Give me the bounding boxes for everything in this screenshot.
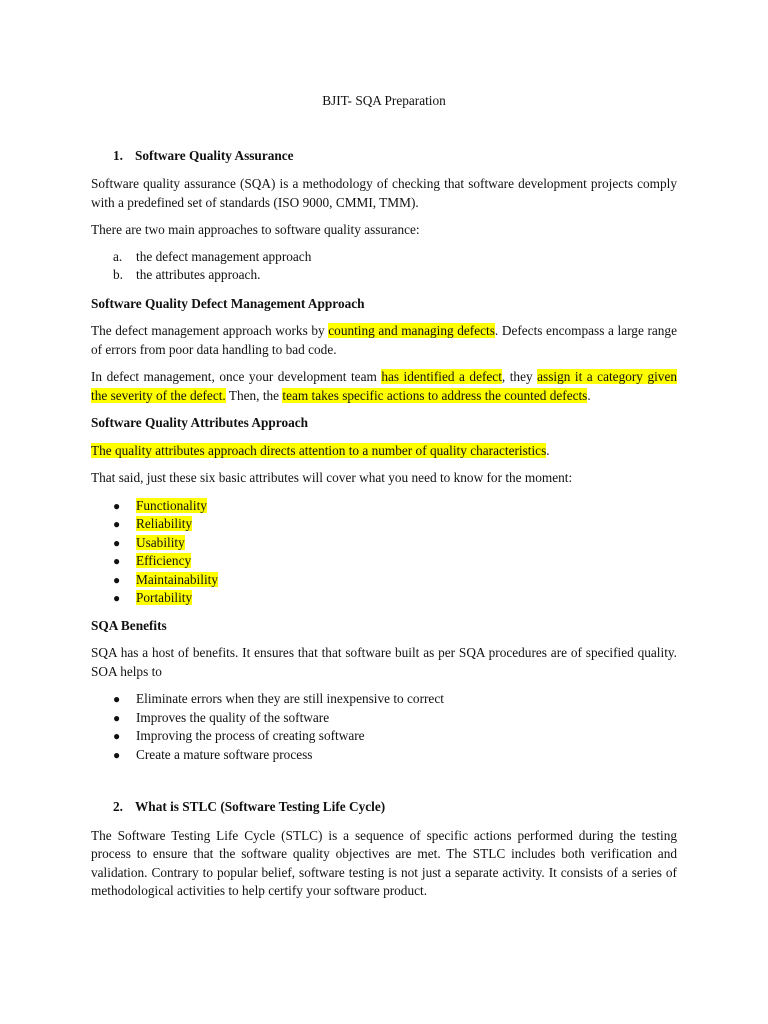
section-2-number: 2. — [113, 799, 123, 814]
list-item — [91, 709, 677, 728]
bullet-icon: ● — [113, 498, 121, 513]
list-marker: a. — [113, 248, 123, 264]
highlighted-text: Efficiency — [136, 553, 192, 568]
section-2-title: What is STLC (Software Testing Life Cycle) — [135, 799, 386, 814]
section-2-heading — [91, 798, 677, 817]
list-item — [91, 266, 677, 285]
list-item — [91, 534, 677, 553]
highlighted-text: Reliability — [136, 516, 193, 531]
attributes-paragraph-2: That said, just these six basic attributes will cover what you need to know for the moment: — [91, 470, 573, 485]
list-item — [91, 727, 677, 746]
list-item — [91, 248, 677, 267]
sqa-benefits-heading: SQA Benefits — [91, 617, 167, 633]
text-run: . — [587, 387, 591, 403]
defect-paragraph-2 — [91, 368, 677, 405]
attributes-list — [91, 497, 677, 608]
bullet-icon: ● — [113, 747, 121, 762]
bullet-icon: ● — [113, 729, 121, 743]
highlighted-text: Portability — [136, 590, 193, 605]
list-item — [91, 552, 677, 571]
attributes-paragraph-1 — [91, 442, 677, 461]
bullet-icon: ● — [113, 692, 121, 706]
list-marker: b. — [113, 267, 123, 282]
list-item-text: Create a mature software process — [136, 746, 313, 762]
stlc-paragraph: The Software Testing Life Cycle (STLC) is a sequence of specific actions performed during the testing process to ensure that the software quality objectives are met. The STLC includes both verification and validation. Contrary to popular belief, software testing is not just a separate activity. It consists of a series of methodological activities to help certify your software product. — [91, 827, 677, 898]
list-item-text: Eliminate errors when they are still inexpensive to correct — [136, 691, 444, 706]
list-item — [91, 497, 677, 516]
document-page — [91, 92, 677, 901]
benefits-paragraph: SQA has a host of benefits. It ensures that that software built as per SQA procedures are of specified quality. SOA helps to — [91, 645, 677, 679]
highlighted-text: Maintainability — [136, 571, 218, 587]
sqa-intro-paragraph: Software quality assurance (SQA) is a methodology of checking that software development projects comply with a predefined set of standards (ISO 9000, CMMI, TMM). — [91, 176, 677, 210]
section-1-number: 1. — [113, 147, 123, 163]
highlighted-text: team takes specific actions to address the counted defects — [282, 387, 588, 403]
section-1-heading — [91, 147, 677, 166]
highlighted-text: Usability — [136, 534, 185, 550]
highlighted-text: The quality attributes approach directs attention to a number of quality characteristics — [91, 442, 547, 458]
text-run: . Defects encompass a large range of errors from poor data handling to bad code. — [91, 323, 677, 357]
benefits-list — [91, 690, 677, 764]
list-item — [91, 690, 677, 709]
text-run: The defect management approach works by — [91, 323, 329, 338]
bullet-icon: ● — [113, 710, 121, 725]
bullet-icon: ● — [113, 572, 121, 587]
list-item-text: Improving the process of creating software — [136, 728, 365, 743]
highlighted-text: has identified a defect — [381, 369, 502, 384]
highlighted-text: assign it a category given the severity of the defect. — [91, 369, 677, 403]
list-item — [91, 589, 677, 608]
text-run: In defect management, once your development team — [91, 369, 382, 384]
text-run: Then, the — [225, 387, 283, 403]
list-item-text: the attributes approach. — [136, 267, 261, 282]
attributes-approach-heading: Software Quality Attributes Approach — [91, 415, 309, 430]
bullet-icon: ● — [113, 591, 121, 605]
list-item-text: Improves the quality of the software — [136, 709, 330, 725]
list-item — [91, 746, 677, 765]
bullet-icon: ● — [113, 517, 121, 531]
bullet-icon: ● — [113, 535, 121, 550]
highlighted-text: Functionality — [136, 497, 207, 513]
defect-approach-heading: Software Quality Defect Management Approach — [91, 295, 365, 311]
document-title: BJIT- SQA Preparation — [322, 93, 446, 108]
approaches-intro: There are two main approaches to software quality assurance: — [91, 222, 420, 237]
highlighted-text: counting and managing defects — [328, 323, 495, 338]
list-item-text: the defect management approach — [136, 248, 312, 264]
approaches-list — [91, 248, 677, 285]
text-run: , they — [501, 369, 538, 384]
text-run: . — [546, 442, 550, 458]
section-1-title: Software Quality Assurance — [135, 147, 294, 163]
bullet-icon: ● — [113, 554, 121, 568]
list-item — [91, 515, 677, 534]
list-item — [91, 571, 677, 590]
defect-paragraph-1 — [91, 322, 677, 359]
